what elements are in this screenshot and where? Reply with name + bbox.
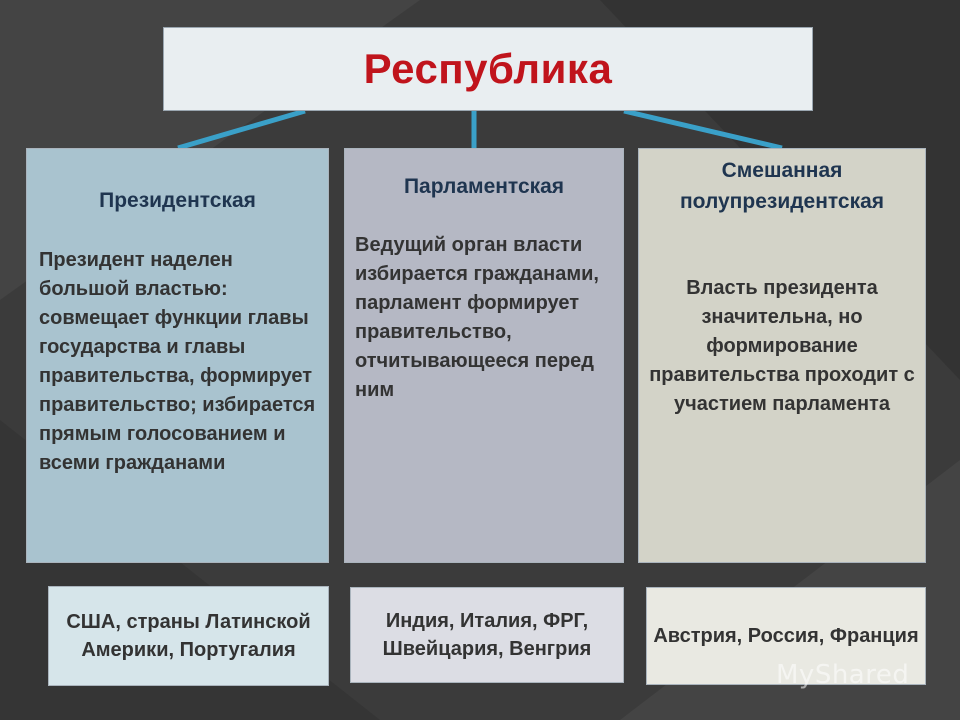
connector-left [178, 111, 305, 148]
parliamentary-title: Парламентская [403, 175, 565, 198]
mixed-examples-text: Австрия, Россия, Франция [653, 625, 919, 647]
presidential-description: Президент наделен большой властью: совмещает функции главы государства и главы правительства, формирует правительство; избирается прямым голосованием и всеми гражданами [39, 249, 316, 474]
presidential-column [26, 148, 329, 563]
parliamentary-examples-text: Индия, Италия, ФРГ, Швейцария, Венгрия [382, 610, 592, 660]
republic-title-box [163, 27, 813, 111]
mixed-column [638, 148, 926, 563]
parliamentary-description: Ведущий орган власти избирается гражданами, парламент формирует правительство, отчитывающееся перед ним [355, 234, 599, 401]
mixed-description: Власть президента значительна, но формирование правительства проходит с участием парламента [649, 277, 915, 415]
watermark: MyShared [776, 660, 910, 690]
connector-right [624, 111, 782, 148]
parliamentary-column [344, 148, 624, 563]
presidential-title: Президентская [99, 189, 256, 212]
presidential-examples [48, 586, 329, 686]
parliamentary-examples [350, 587, 624, 683]
mixed-title: Смешанная полупрезидентская [679, 159, 885, 213]
republic-title: Республика [363, 45, 613, 92]
presidential-examples-text: США, страны Латинской Америки, Португалия [66, 611, 311, 661]
